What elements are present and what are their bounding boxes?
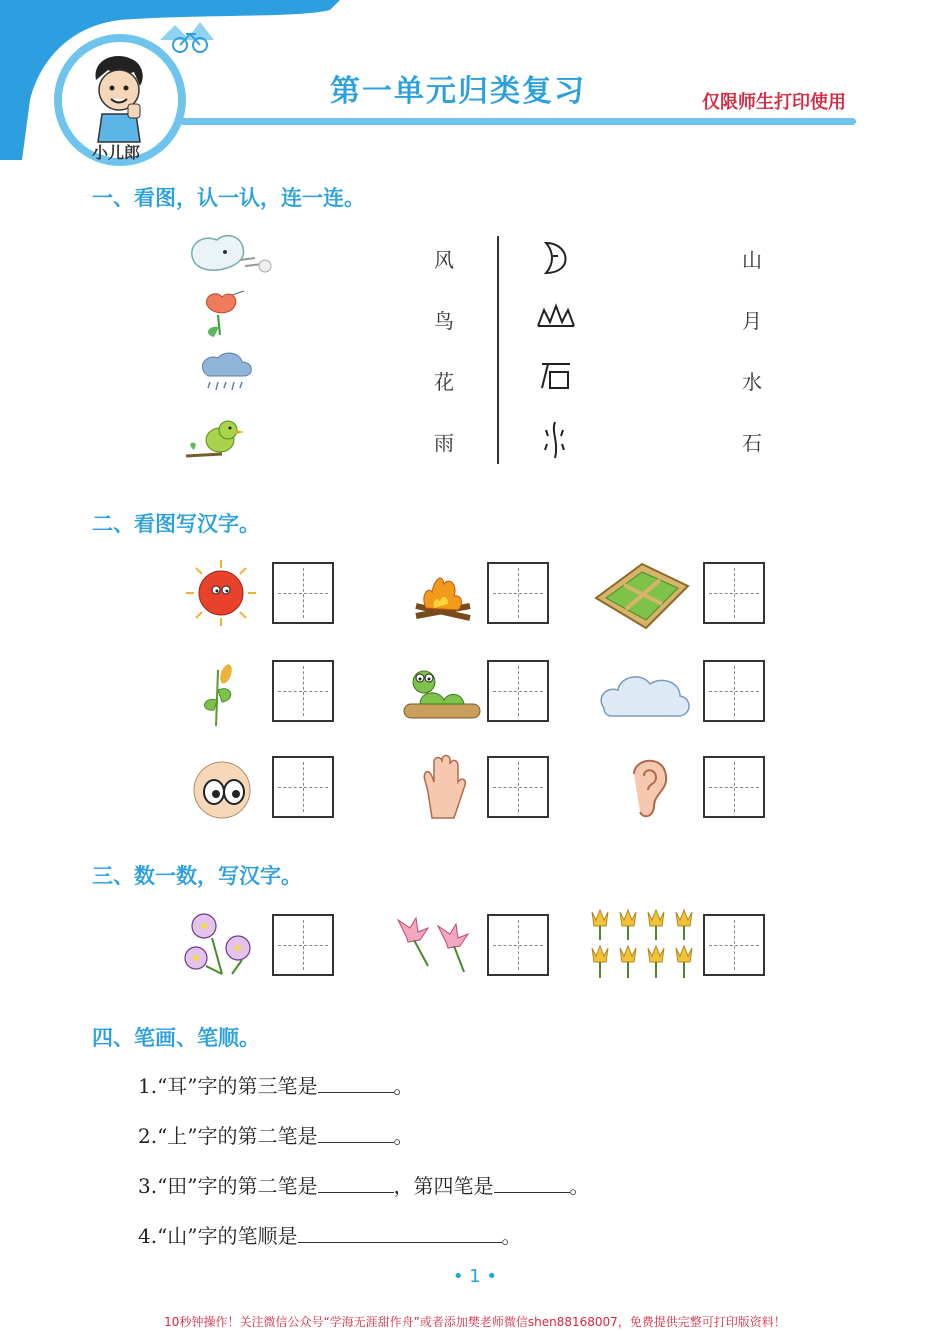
char-bird: 鸟	[434, 309, 454, 333]
answer-box-cloud[interactable]	[703, 660, 765, 722]
eight-tulips-picture	[586, 906, 696, 982]
question-3	[138, 1170, 590, 1199]
question-2	[138, 1120, 414, 1149]
question-2-text: 2.“上”字的第二笔是	[138, 1124, 318, 1148]
char-water: 水	[742, 370, 762, 394]
page-title: 第一单元归类复习	[330, 74, 586, 109]
flower-picture	[192, 285, 252, 345]
question-3-text: 3.“田”字的第二笔是	[138, 1174, 318, 1198]
header-corner-decoration	[0, 0, 340, 160]
answer-box-ear[interactable]	[703, 756, 765, 818]
fire-picture	[406, 566, 480, 626]
char-mountain: 山	[742, 248, 762, 272]
footer-notice: 10秒钟操作！关注微信公众号“学海无涯甜作舟”或者添加樊老师微信shen88168007，免费提供完整可打印版资料！	[164, 1315, 786, 1329]
answer-box-rice-plant[interactable]	[272, 660, 334, 722]
char-flower: 花	[434, 370, 454, 394]
rice-plant-picture	[196, 660, 242, 728]
answer-blank-3b[interactable]	[494, 1172, 570, 1193]
answer-box-field[interactable]	[703, 562, 765, 624]
bird-picture	[182, 410, 252, 468]
eye-picture	[192, 756, 254, 822]
answer-box-eye[interactable]	[272, 756, 334, 818]
wind-cloud-picture	[185, 228, 275, 288]
page-number: • 1 •	[452, 1266, 498, 1287]
char-rain: 雨	[434, 431, 454, 455]
answer-blank-2[interactable]	[318, 1122, 394, 1143]
cloud-picture	[596, 668, 694, 722]
header-underline	[180, 118, 856, 125]
sun-picture	[186, 560, 256, 626]
answer-blank-1[interactable]	[318, 1072, 394, 1093]
char-moon: 月	[742, 309, 762, 333]
question-3-middle: ，第四笔是	[393, 1174, 494, 1198]
answer-box-bug[interactable]	[487, 660, 549, 722]
moon-glyph	[540, 240, 574, 276]
section-1-heading: 一、看图，认一认，连一连。	[92, 186, 365, 210]
question-3-end: 。	[569, 1174, 590, 1198]
question-1	[138, 1070, 414, 1099]
ear-picture	[624, 754, 674, 822]
water-glyph	[542, 420, 568, 460]
three-flowers-picture	[182, 908, 264, 978]
bug-picture	[400, 660, 484, 724]
mascot-boy-icon	[84, 52, 154, 142]
answer-blank-4[interactable]	[298, 1222, 502, 1243]
answer-box-sun[interactable]	[272, 562, 334, 624]
answer-box-three-flowers[interactable]	[272, 914, 334, 976]
answer-box-eight-tulips[interactable]	[703, 914, 765, 976]
hand-picture	[418, 752, 470, 822]
divider-line	[497, 236, 499, 464]
question-4	[138, 1220, 522, 1249]
answer-blank-3a[interactable]	[318, 1172, 394, 1193]
rain-cloud-picture	[198, 350, 256, 395]
question-2-end: 。	[393, 1124, 414, 1148]
question-4-end: 。	[501, 1224, 522, 1248]
mascot-label: 小儿郎	[92, 143, 141, 162]
char-stone: 石	[742, 431, 762, 455]
stone-glyph	[538, 360, 574, 392]
print-notice: 仅限师生打印使用	[702, 92, 846, 113]
char-wind: 风	[434, 248, 454, 272]
section-2-heading: 二、看图写汉字。	[92, 512, 260, 536]
section-4-heading: 四、笔画、笔顺。	[92, 1026, 260, 1050]
answer-box-two-flowers[interactable]	[487, 914, 549, 976]
question-1-text: 1.“耳”字的第三笔是	[138, 1074, 318, 1098]
answer-box-hand[interactable]	[487, 756, 549, 818]
question-4-text: 4.“山”字的笔顺是	[138, 1224, 298, 1248]
mountain-glyph	[536, 304, 576, 330]
section-3-heading: 三、数一数，写汉字。	[92, 864, 302, 888]
question-1-end: 。	[393, 1074, 414, 1098]
field-picture	[592, 558, 692, 630]
answer-box-fire[interactable]	[487, 562, 549, 624]
two-flowers-picture	[386, 914, 476, 974]
